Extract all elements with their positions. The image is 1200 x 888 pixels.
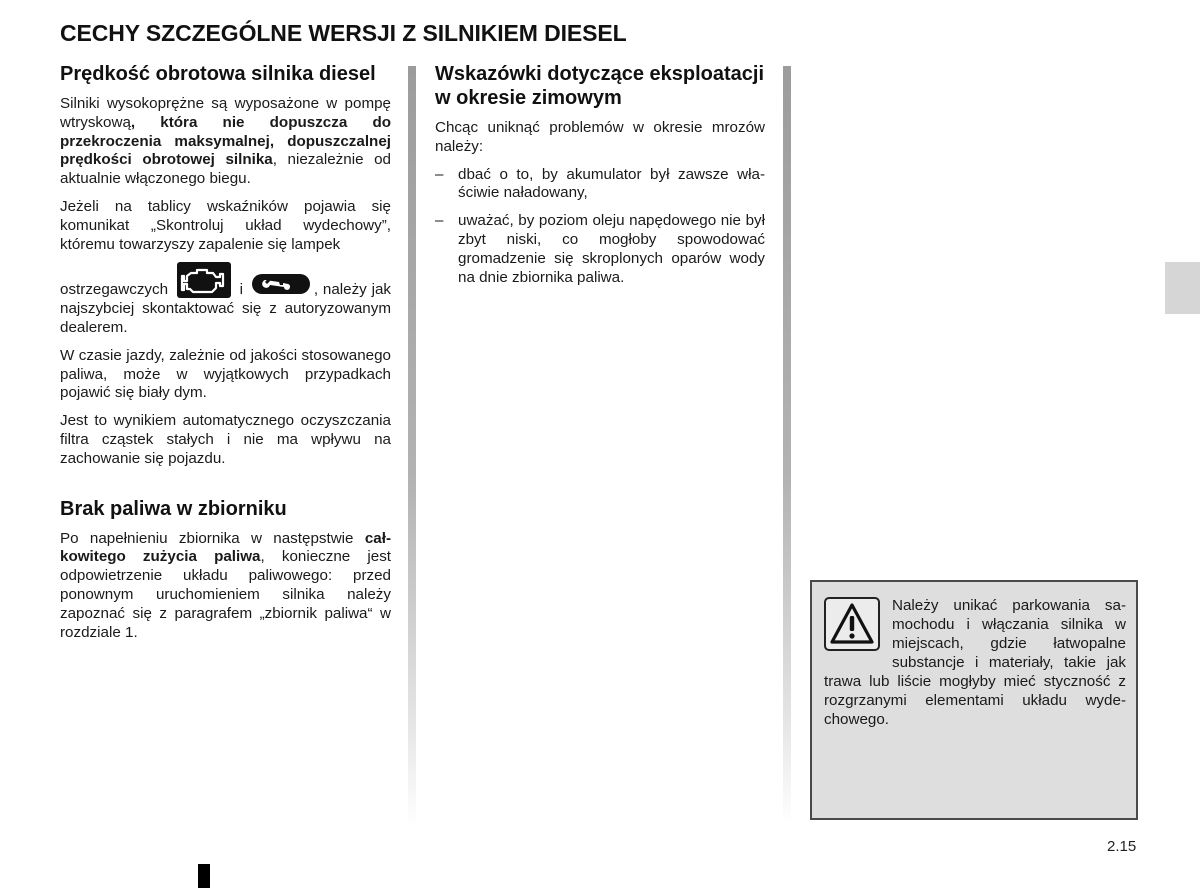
- paragraph-particle-filter: Jest to wynikiem automatycznego oczyszczania filtra cząstek stałych i nie ma wpływu na zachowanie się pojazdu.: [60, 412, 391, 467]
- middle-column: [435, 62, 765, 296]
- engine-warning-icon: [177, 262, 231, 298]
- chapter-tab: [1165, 262, 1200, 314]
- list-dash: –: [435, 212, 444, 230]
- section-heading-engine-speed: Prędkość obrotowa silnika diesel: [60, 63, 376, 85]
- warning-box: [810, 580, 1138, 820]
- left-column: [60, 62, 391, 651]
- warning-text: Należy unikać parkowania samochodu i włączania silnika w miejscach, gdzie łatwopalne substancje i materiały, takie jak trawa lub liście mogłyby mieć styczność z rozgrzanymi elementami układu wydechowego.: [824, 597, 1126, 728]
- list-item: – uważać, by poziom oleju napędowego nie był zbyt niski, co mogłoby spowodować gromadzenie się skroplonych oparów wody na dnie zbiornika paliwa.: [435, 212, 765, 286]
- section-heading-winter-tips: Wskazówki dotyczące eksploatacji w okresie zimowym: [435, 63, 765, 109]
- paragraph-exhaust-warning: Jeżeli na tablicy wskaźników pojawia się komunikat „Skontroluj układ wydechowy”, któremu towarzyszy zapalenie się lampek ostrzegawczych i , należy jak najszybciej skontaktować się z autoryzowanym dealerem.: [60, 197, 391, 336]
- column-separator: [408, 66, 416, 826]
- page-title: CECHY SZCZEGÓLNE WERSJI Z SILNIKIEM DIESEL: [60, 20, 627, 46]
- column-separator: [783, 66, 791, 826]
- paragraph-white-smoke: W czasie jazdy, zależnie od jakości stosowanego paliwa, może w wyjątkowych przypadkach pojawić się biały dym.: [60, 346, 391, 402]
- list-dash: –: [435, 165, 444, 183]
- paragraph-fuel-shortage: Po napełnieniu zbiornika w następstwie całkowitego zużycia paliwa, konieczne jest odpowietrzenie układu paliwowego: przed ponownym uruchomieniem silnika należy zapoznać się z paragrafem „zbiornik paliwa“ w rozdziale 1.: [60, 529, 392, 641]
- winter-tips-list: [435, 166, 765, 288]
- list-item: – dbać o to, by akumulator był zawsze właściwie naładowany,: [435, 165, 765, 202]
- page-number: 2.15: [1107, 838, 1137, 855]
- wrench-icon: [252, 274, 310, 294]
- paragraph-winter-intro: Chcąc uniknąć problemów w okresie mrozów należy:: [435, 119, 765, 155]
- section-heading-fuel-shortage: Brak paliwa w zbiorniku: [60, 497, 287, 520]
- paragraph-injection-pump: Silniki wysokoprężne są wyposażone w pompę wtryskową, która nie dopuszcza do przekroczenia maksymalnej, dopuszczalnej prędkości obrotowej silnika, niezależnie od aktualnie włączonego biegu.: [60, 95, 391, 188]
- page-edge-mark: [198, 864, 210, 888]
